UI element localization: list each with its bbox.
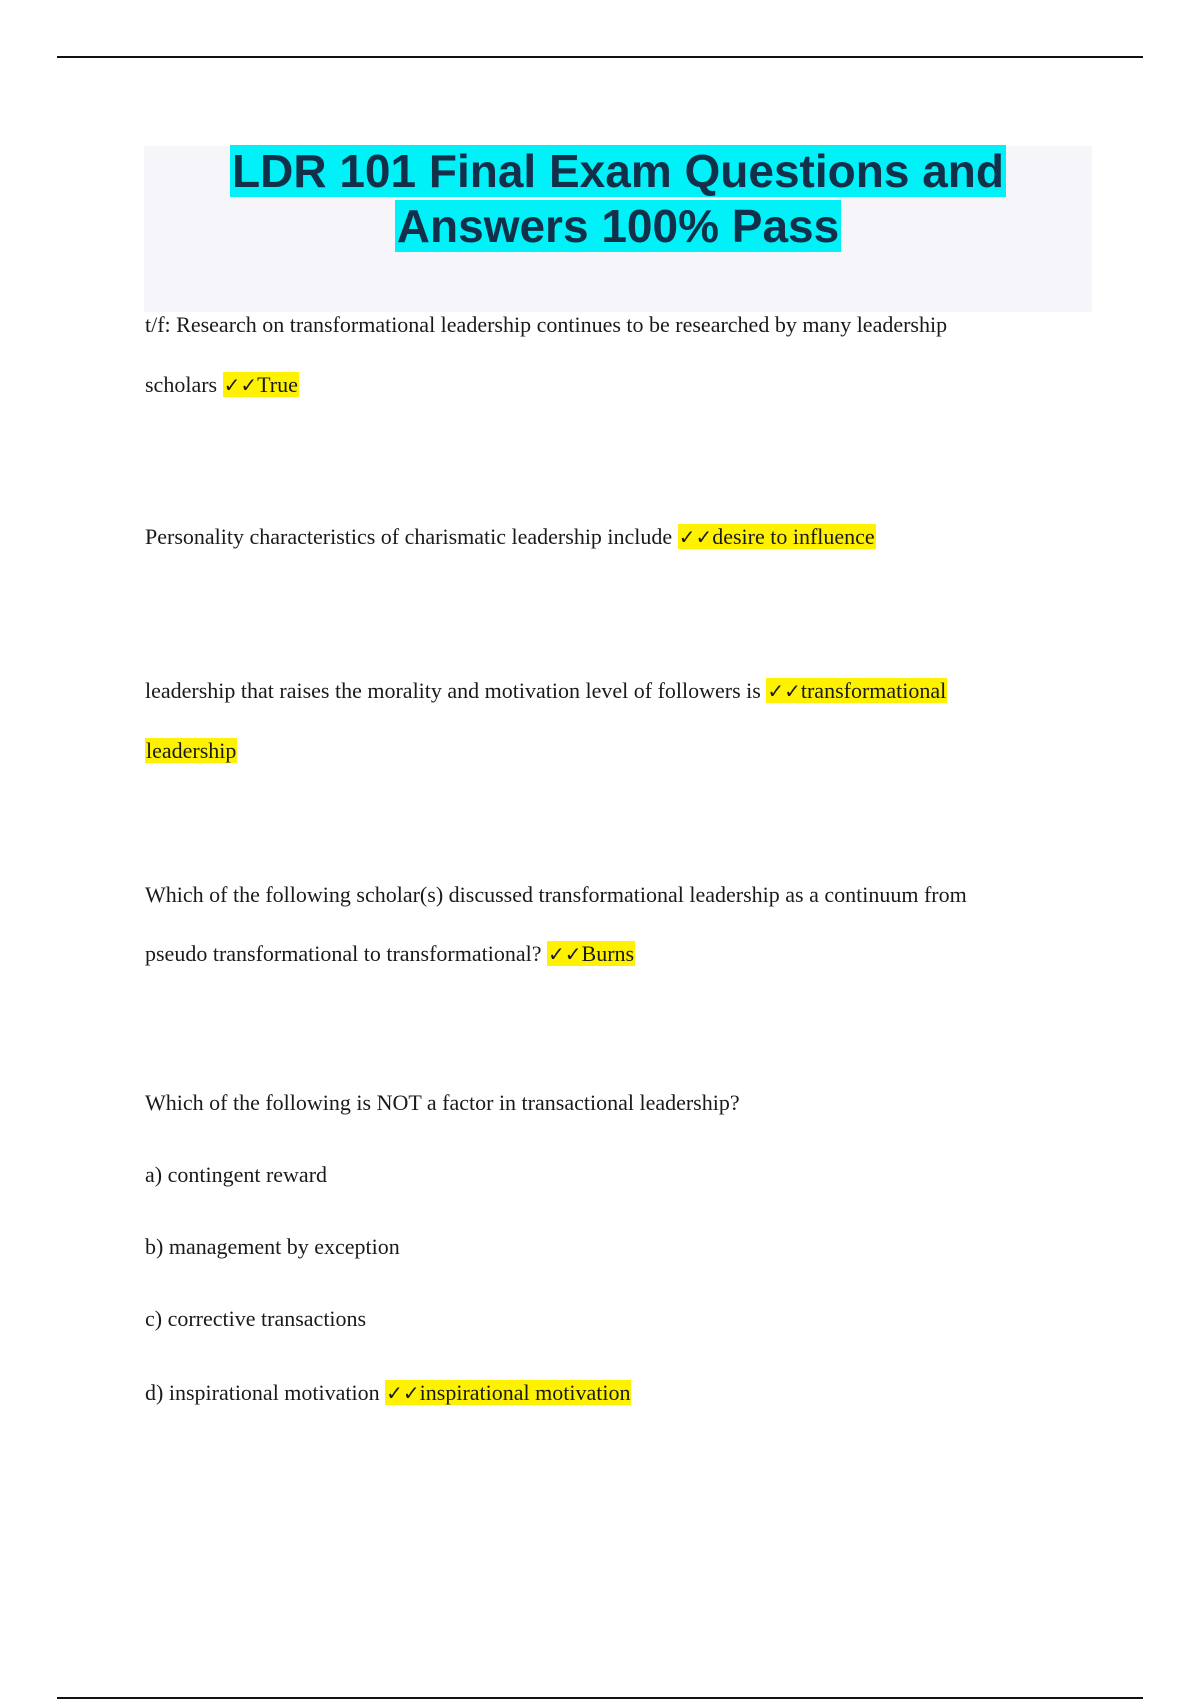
question-3-line-2 bbox=[145, 735, 237, 767]
check-icon: ✓✓ bbox=[767, 679, 801, 703]
question-4-line-1: Which of the following scholar(s) discussed transformational leadership as a continuum from bbox=[145, 882, 967, 907]
answer-1-text: True bbox=[257, 372, 298, 397]
question-4-text: pseudo transformational to transformational? bbox=[145, 941, 547, 966]
answer-3-part-2: leadership bbox=[146, 738, 237, 763]
header-rule bbox=[57, 56, 1143, 58]
check-icon: ✓✓ bbox=[548, 942, 582, 966]
check-icon: ✓✓ bbox=[386, 1381, 420, 1405]
option-b: b) management by exception bbox=[145, 1234, 400, 1259]
answer-4-text: Burns bbox=[581, 941, 635, 966]
question-3-text: leadership that raises the morality and motivation level of followers is bbox=[145, 678, 767, 703]
option-c: c) corrective transactions bbox=[145, 1306, 367, 1331]
question-2-text: Personality characteristics of charismatic leadership include bbox=[145, 524, 678, 549]
answer-2-text: desire to influence bbox=[712, 524, 875, 549]
question-1-text: scholars bbox=[145, 372, 223, 397]
answer-3-text-1: transformational bbox=[800, 678, 947, 703]
question-2 bbox=[145, 521, 876, 553]
question-3-line-1 bbox=[145, 675, 947, 707]
answer-1 bbox=[223, 372, 299, 397]
option-d-text: d) inspirational motivation bbox=[145, 1380, 386, 1405]
question-1-line-2 bbox=[145, 369, 299, 401]
answer-2 bbox=[678, 524, 876, 549]
document-title bbox=[144, 144, 1092, 254]
check-icon: ✓✓ bbox=[223, 373, 258, 397]
answer-5-text: inspirational motivation bbox=[419, 1380, 631, 1405]
option-d bbox=[145, 1377, 631, 1409]
check-icon: ✓✓ bbox=[678, 525, 713, 549]
question-1-line-1: t/f: Research on transformational leadership continues to be researched by many leadership bbox=[145, 312, 948, 337]
title-line-2: Answers 100% Pass bbox=[396, 200, 840, 252]
answer-4 bbox=[547, 941, 635, 966]
question-5: Which of the following is NOT a factor in transactional leadership? bbox=[145, 1090, 740, 1115]
question-4-line-2 bbox=[145, 938, 635, 970]
option-a: a) contingent reward bbox=[145, 1162, 328, 1187]
footer-rule bbox=[57, 1697, 1143, 1699]
answer-3-part-1 bbox=[766, 678, 947, 703]
answer-5 bbox=[385, 1380, 631, 1405]
title-line-1: LDR 101 Final Exam Questions and bbox=[232, 145, 1004, 197]
